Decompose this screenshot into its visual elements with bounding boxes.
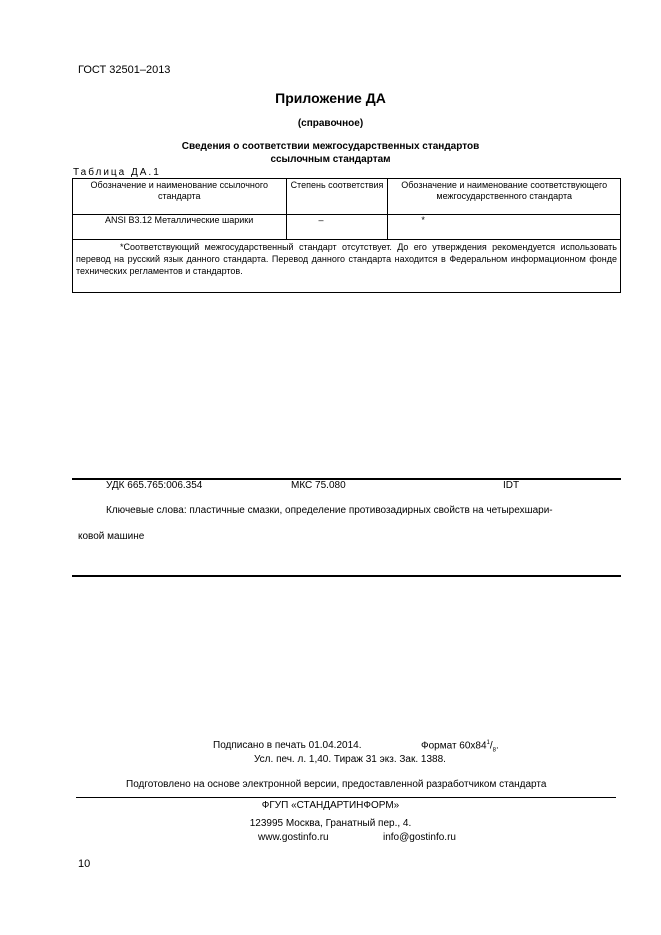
keywords-line2: ковой машине: [78, 531, 145, 542]
format-sup: 1: [486, 740, 490, 746]
email-link[interactable]: info@gostinfo.ru: [383, 832, 456, 843]
standards-table: [72, 178, 621, 293]
separator-bottom: [72, 575, 621, 577]
website-link[interactable]: www.gostinfo.ru: [258, 832, 329, 843]
publisher-address: 123995 Москва, Гранатный пер., 4.: [249, 818, 412, 829]
table-row: [73, 215, 621, 240]
keywords-line1: Ключевые слова: пластичные смазки, определение противозадирных свойств на четырехшари-: [106, 505, 553, 516]
idt-label: IDT: [503, 480, 520, 491]
document-code: ГОСТ 32501–2013: [78, 64, 171, 76]
appendix-title: Приложение ДА: [275, 90, 386, 106]
info-title-line1: Сведения о соответствии межгосударственных стандартов: [181, 141, 480, 152]
publisher-separator: [76, 797, 616, 798]
publisher-name: ФГУП «СТАНДАРТИНФОРМ»: [261, 800, 400, 811]
signed-for-print: Подписано в печать 01.04.2014.: [213, 740, 362, 751]
udk-code: УДК 665.765:006.354: [106, 480, 203, 491]
table-header-row: [73, 179, 621, 215]
cell-interstate-standard: *: [388, 215, 621, 240]
cell-degree: –: [286, 215, 388, 240]
table-caption: Таблица ДА.1: [73, 167, 161, 178]
table-footnote: *Соответствующий межгосударственный стандарт отсутствует. До его утверждения рекомендуется использовать перевод на русский язык данного стандарта. Перевод данного стандарта находится в Федеральном информационном фонде технических регламентов и стандартов.: [76, 242, 617, 276]
prepared-note: Подготовлено на основе электронной версии, предоставленной разработчиком стандарта: [126, 779, 547, 790]
print-info: Усл. печ. л. 1,40. Тираж 31 экз. Зак. 1388.: [254, 754, 446, 765]
header-degree: Степень соответствия: [286, 179, 388, 215]
header-reference-standard: Обозначение и наименование ссылочного стандарта: [73, 179, 287, 215]
cell-reference-standard: ANSI B3.12 Металлические шарики: [73, 215, 287, 240]
mks-code: МКС 75.080: [291, 480, 346, 491]
header-interstate-standard: Обозначение и наименование соответствующего межгосударственного стандарта: [388, 179, 621, 215]
paper-format: Формат $60x84^1/_8$.: [421, 740, 499, 754]
appendix-subtitle: (справочное): [297, 118, 364, 129]
table-footnote-cell: [73, 240, 621, 293]
format-suffix: .: [496, 740, 499, 752]
table-footnote-row: [73, 240, 621, 293]
info-title: [0, 140, 661, 166]
info-title-line2: ссылочным стандартам: [270, 154, 391, 165]
page-number: 10: [78, 858, 91, 870]
format-sub: 8: [492, 747, 497, 754]
format-prefix: Формат 60x84: [421, 740, 487, 752]
